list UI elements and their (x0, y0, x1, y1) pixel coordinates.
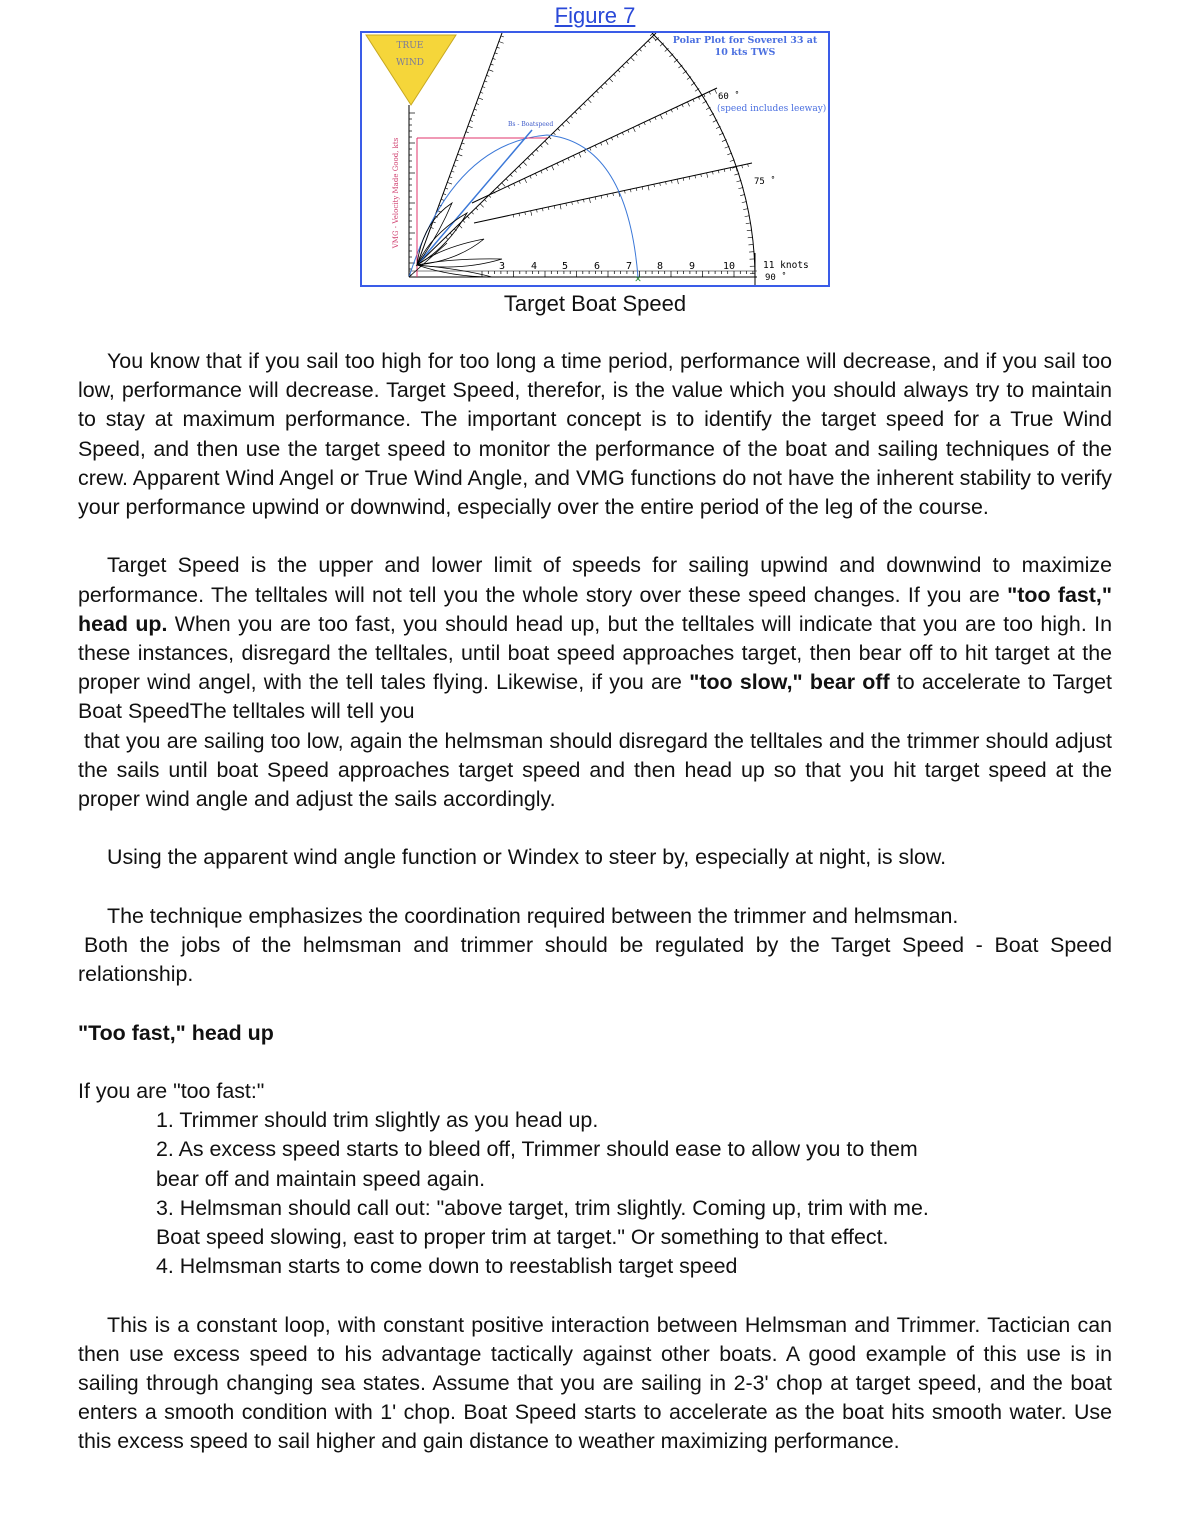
tick-mark (648, 41, 650, 43)
tick-mark (525, 178, 527, 183)
tick-mark (617, 135, 618, 138)
tick-mark (542, 208, 543, 211)
tick-mark (724, 169, 725, 172)
tick-mark (622, 66, 624, 68)
paragraph-5-text: This is a constant loop, with constant positive interaction between Helmsman and Trimmer. Tactician can then use excess speed to his advantage tactically against other boats. A good example of this use is in sailing through changing sea states. Assume that you are sailing in 2-3' chop at target speed, and the boat enters a smooth condition with 1' chop. Boat Speed starts to accelerate as the boat hits smooth water. Use this excess speed to sail higher and gain distance to weather maximizing performance. (78, 1312, 1112, 1454)
angle-90-label: 90 ˚ (765, 273, 787, 283)
tick-mark (513, 215, 514, 218)
tick-mark (601, 87, 603, 89)
tick-mark (499, 42, 504, 44)
tick-mark (560, 204, 561, 209)
tick-mark (501, 36, 504, 37)
tick-mark (537, 209, 538, 212)
list-item: 4. Helmsman starts to come down to reestablish target speed (156, 1254, 738, 1279)
tick-mark (456, 160, 459, 161)
tick-mark (589, 198, 590, 203)
list-item: bear off and maintain speed again. (156, 1166, 486, 1191)
tick-mark (746, 223, 751, 224)
vmg-axis-ticks (409, 113, 415, 275)
tick-mark (639, 125, 640, 128)
speed-tick-label: 10 (722, 261, 736, 272)
tick-mark (502, 183, 505, 187)
tick-mark (519, 213, 520, 216)
tick-mark (489, 70, 494, 72)
tick-mark (704, 94, 705, 97)
tick-mark (563, 161, 564, 164)
tick-mark (571, 116, 573, 118)
speed-tick-label: 8 (656, 261, 664, 272)
tick-mark (671, 110, 672, 113)
figure-caption: Target Boat Speed (503, 291, 687, 316)
paragraph-2-text-e: that you are sailing too low, again the helmsman should disregard the telltales and the trimmer should adjust the sails until boat Speed approaches target speed and then head up so that you hit target speed at the proper wind angle and adjust the sails accordingly. (78, 728, 1112, 812)
tick-mark (515, 170, 517, 172)
tick-mark (476, 208, 478, 210)
tick-mark (654, 184, 655, 187)
tick-mark (562, 124, 564, 126)
tick-mark (519, 181, 520, 184)
tick-mark (433, 222, 436, 223)
tick-mark (474, 109, 477, 110)
tick-mark (718, 170, 719, 173)
tick-mark (472, 115, 475, 116)
tick-mark (622, 132, 623, 135)
speed-tick-label: 3 (498, 261, 506, 272)
tick-mark (693, 99, 694, 102)
tick-mark (618, 70, 620, 72)
speed-axis-ticks (482, 271, 753, 277)
tick-mark (470, 120, 473, 121)
tick-mark (584, 150, 585, 153)
tick-mark (491, 64, 494, 65)
tick-mark (453, 165, 456, 166)
tick-mark (687, 102, 689, 107)
tick-mark (601, 196, 602, 199)
tick-mark (525, 212, 526, 215)
tick-mark (554, 206, 555, 209)
speed-tick-label: 5 (561, 261, 569, 272)
paragraph-4-text-b: Both the jobs of the helmsman and trimmer should be regulated by the Target Speed - Boat Speed relationship. (78, 933, 1112, 987)
list-item: 3. Helmsman should call out: "above target, trim slightly. Coming up, trim with me. (156, 1195, 929, 1220)
figure-link[interactable]: Figure 7 (554, 3, 636, 28)
tick-mark (480, 92, 483, 93)
list-intro: If you are "too fast:" (78, 1079, 265, 1103)
list-item: 2. As excess speed starts to bleed off, Trimmer should ease to allow you to them (156, 1137, 918, 1162)
tick-mark (548, 207, 549, 210)
paragraph-4-text-a: The technique emphasizes the coordination required between the trimmer and helmsman. (107, 903, 959, 928)
true-wind-label: TRUE (396, 41, 424, 51)
tick-mark (644, 45, 646, 47)
tick-mark (480, 204, 483, 208)
tick-mark (660, 183, 661, 186)
tick-mark (707, 173, 708, 178)
tick-mark (431, 227, 434, 228)
tick-mark (578, 201, 579, 204)
tick-mark (506, 179, 508, 181)
tick-mark (468, 126, 473, 128)
tick-mark (463, 220, 465, 222)
tick-mark (568, 158, 569, 161)
tick-mark (625, 191, 626, 194)
too-fast-emphasis: "too fast," head up. (78, 582, 1113, 636)
tick-mark (523, 162, 526, 166)
tick-mark (689, 177, 690, 180)
tick-mark (462, 143, 465, 144)
boatspeed-label: Bs - Boatspeed (508, 121, 554, 128)
outer-arc (652, 33, 755, 277)
tick-mark (579, 108, 581, 110)
paragraph-4 (78, 902, 1112, 990)
tick-mark (549, 137, 551, 139)
tick-mark (566, 120, 569, 124)
speed-tick-label: 9 (688, 261, 696, 272)
tick-mark (467, 216, 469, 218)
tick-mark (644, 122, 645, 125)
tick-mark (639, 49, 641, 51)
tick-mark (552, 166, 554, 171)
tick-mark (636, 188, 637, 191)
tick-mark (606, 140, 608, 145)
tick-mark (695, 175, 696, 178)
tick-mark (566, 203, 567, 206)
tick-mark (447, 182, 452, 184)
tick-mark (730, 168, 731, 171)
tick-mark (596, 91, 598, 93)
polar-plot-svg (362, 33, 830, 287)
tick-mark (611, 138, 612, 141)
document-body (78, 347, 1112, 1457)
numbered-list (78, 1106, 1112, 1281)
tick-mark (677, 179, 678, 184)
tick-mark (701, 174, 702, 177)
tick-mark (446, 237, 448, 239)
tick-mark (583, 199, 584, 202)
tick-mark (536, 149, 538, 151)
tick-mark (541, 171, 542, 174)
paragraph-3 (78, 843, 1112, 872)
tick-mark (709, 92, 710, 95)
tick-mark (649, 120, 650, 123)
tick-mark (531, 211, 532, 216)
tick-mark (493, 58, 496, 59)
tick-mark (590, 148, 591, 151)
tick-mark (472, 212, 474, 214)
tick-mark (642, 187, 643, 190)
polar-rays (417, 33, 752, 265)
tick-mark (558, 128, 560, 130)
target-marker-icon: ✕ (634, 274, 642, 284)
tick-mark (572, 202, 573, 205)
tick-mark (648, 185, 649, 190)
tick-mark (633, 127, 635, 132)
tick-mark (530, 176, 531, 179)
tick-mark (460, 149, 463, 150)
tick-mark (630, 189, 631, 192)
polar-curve (409, 135, 638, 277)
tick-mark (748, 164, 749, 167)
polar-plot-figure (360, 31, 830, 287)
tick-mark (482, 87, 485, 88)
tick-mark (445, 188, 448, 189)
paragraph-3-text: Using the apparent wind angle function or Windex to steer by, especially at night, is slow. (107, 845, 947, 870)
tick-mark (508, 186, 509, 189)
tick-mark (557, 163, 558, 166)
tick-mark (476, 103, 479, 104)
speed-tick-labels (499, 261, 735, 272)
tick-mark (745, 216, 750, 217)
outer-arc-ticks (624, 33, 755, 273)
tick-mark (546, 168, 547, 171)
tick-mark (613, 193, 614, 196)
plot-title-line-2: 10 kts TWS (714, 47, 776, 58)
tick-mark (595, 145, 596, 148)
tick-mark (553, 133, 555, 135)
tick-mark (484, 200, 486, 202)
tick-mark (652, 37, 655, 41)
tick-mark (635, 53, 637, 55)
tick-mark (595, 197, 596, 200)
paragraph-2 (78, 551, 1112, 814)
tick-mark (607, 194, 608, 197)
plot-title-line-1: Polar Plot for Soverel 33 at (672, 35, 818, 46)
tick-mark (535, 173, 536, 176)
paragraph-1 (78, 347, 1112, 522)
tick-mark (579, 153, 581, 158)
tick-mark (573, 155, 574, 158)
boatspeed-vector (417, 130, 532, 265)
tick-mark (588, 99, 591, 103)
tick-mark (495, 53, 498, 54)
list-item: Boat speed slowing, east to proper trim at target." Or something to that effect. (156, 1225, 889, 1250)
angle-60-label: 60 ˚ (718, 92, 740, 102)
tick-mark (451, 171, 454, 172)
tick-mark (583, 103, 585, 105)
paragraph-2-text-c: When you are too fast, you should head up, but the telltales will indicate that you are too high. In these instances, disregard the telltales, until boat speed approaches target, then bear off to hit target at the proper wind angel, with the tell tales flying. Likewise, if you are (78, 611, 1112, 695)
sail-shapes-icon (409, 203, 502, 277)
tick-mark (742, 165, 743, 168)
tick-mark (528, 158, 530, 160)
tick-mark (627, 62, 629, 64)
paragraph-1-text: You know that if you sail too high for too long a time period, performance will decrease, and if you sail too low, performance will decrease. Target Speed, therefor, is the value which you should always try to maintain to stay at maximum performance. The important concept is to identify the target speed for a True Wind Speed, and then use the target speed to monitor the performance of the boat and sailing techniques of the crew. Apparent Wind Angel or True Wind Angle, and VMG functions do not have the inherent stability to verify your performance upwind or downwind, especially over the entire period of the leg of the course. (78, 349, 1112, 520)
tick-mark (449, 177, 452, 178)
tick-mark (478, 98, 483, 100)
paragraph-2-text-d: to accelerate to Target Boat SpeedThe telltales will tell you (78, 670, 1112, 724)
tick-mark (545, 141, 548, 145)
speed-tick-label: 4 (530, 261, 538, 272)
tick-mark (532, 154, 534, 156)
tick-mark (655, 117, 656, 120)
tick-mark (484, 81, 487, 82)
tick-mark (514, 183, 515, 186)
tick-mark (605, 83, 607, 85)
tick-mark (592, 95, 594, 97)
tick-mark (486, 75, 489, 76)
tick-mark (575, 112, 577, 114)
tick-mark (614, 74, 616, 76)
speed-unit-label: 11 knots (763, 260, 809, 271)
tick-mark (682, 104, 683, 107)
section-heading: "Too fast," head up (78, 1020, 274, 1045)
tick-mark (609, 78, 612, 82)
angle-60-note: (speed includes leeway) (717, 104, 827, 114)
tick-mark (458, 154, 463, 156)
tick-mark (666, 182, 667, 185)
list-item: 1. Trimmer should trim slightly as you head up. (156, 1108, 599, 1133)
true-wind-label-2: WIND (396, 58, 424, 68)
tick-mark (497, 47, 500, 48)
tick-mark (601, 143, 602, 146)
vmg-axis-label: VMG - Velocity Made Good, kts (392, 137, 400, 249)
tick-mark (747, 230, 752, 231)
paragraph-2-text-a: Target Speed is the upper and lower limit of speeds for sailing upwind and downwind to maximize performance. The telltales will not tell you the whole story over these speed changes. If you are (78, 553, 1112, 607)
tick-mark (443, 194, 446, 195)
paragraph-5 (78, 1311, 1112, 1457)
tick-mark (713, 172, 714, 175)
tick-mark (715, 89, 717, 94)
too-slow-emphasis: "too slow," bear off (689, 670, 890, 695)
ray-45 (417, 33, 656, 265)
tick-mark (466, 132, 469, 133)
tick-mark (683, 178, 684, 181)
tick-mark (677, 107, 678, 110)
speed-tick-label: 7 (625, 261, 633, 272)
tick-mark (660, 115, 662, 120)
tick-mark (519, 166, 521, 168)
tick-mark (671, 180, 672, 183)
ray-60 (472, 88, 717, 203)
tick-mark (510, 174, 512, 176)
speed-tick-label: 6 (593, 261, 601, 272)
tick-mark (631, 57, 634, 61)
tick-mark (441, 199, 444, 200)
tick-mark (489, 195, 491, 197)
tick-mark (666, 112, 667, 115)
tick-mark (748, 237, 753, 238)
tick-mark (540, 145, 542, 147)
tick-mark (628, 130, 629, 133)
tick-mark (497, 187, 499, 189)
angle-75-label: 75 ˚ (754, 177, 776, 187)
